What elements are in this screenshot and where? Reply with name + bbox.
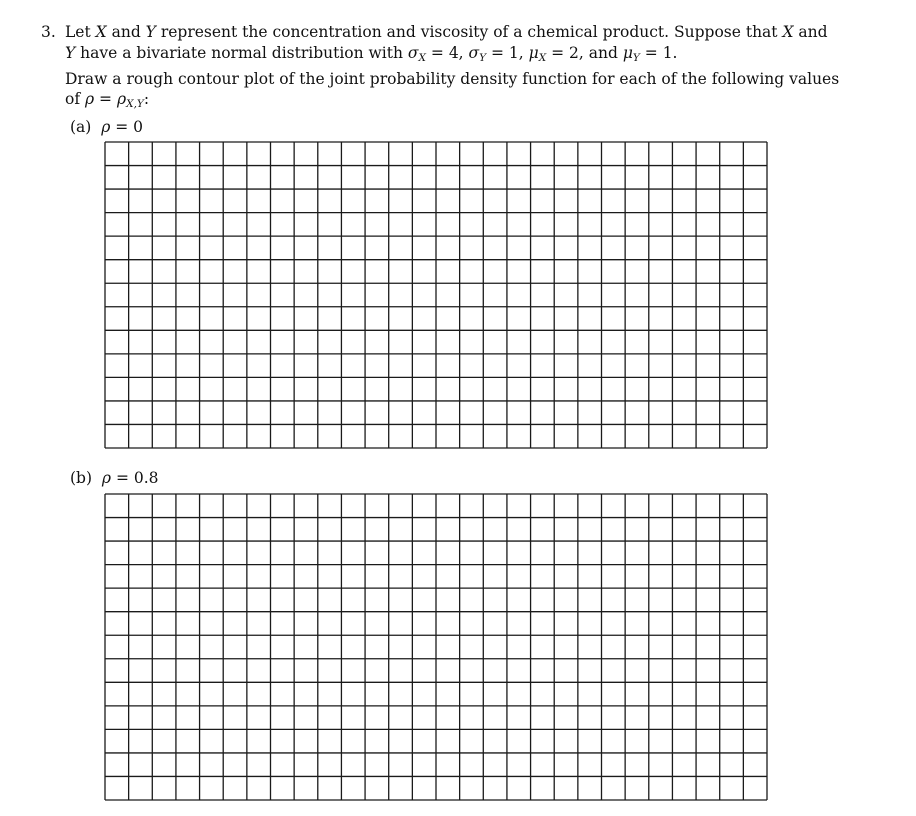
problem-line-2: [65, 43, 678, 63]
text: have a bivariate normal distribution with: [75, 44, 408, 62]
var-y: Y: [65, 44, 76, 62]
var-y: Y: [145, 23, 156, 41]
text: =: [94, 90, 117, 108]
rho: ρ: [85, 90, 95, 108]
problem-line-4: [65, 89, 149, 109]
text: Let: [65, 23, 96, 41]
text: and: [106, 23, 146, 41]
subscript: X: [418, 52, 426, 64]
grid-a-svg[interactable]: [104, 141, 768, 449]
part-label: (b): [70, 469, 93, 487]
mu-y: μ: [622, 44, 633, 62]
var-x: X: [782, 23, 794, 41]
subscript: X: [538, 52, 547, 64]
rho: ρ: [101, 469, 112, 487]
grid-b-svg[interactable]: [104, 493, 768, 801]
part-a-label: [70, 117, 143, 137]
grid-b[interactable]: [104, 493, 768, 801]
sigma-y: σ: [468, 44, 480, 62]
condition: = 0.8: [111, 469, 159, 487]
subscript: Y: [479, 52, 487, 64]
rho: ρ: [116, 90, 127, 108]
text: represent the concentration and viscosity of a chemical product. Suppose that: [155, 23, 783, 41]
part-b-label: [70, 468, 159, 488]
value: = 2, and: [546, 44, 623, 62]
subscript: X,Y: [126, 98, 144, 110]
problem-number: 3.: [41, 23, 56, 41]
text: :: [143, 90, 150, 108]
part-label: (a): [70, 118, 92, 136]
rho: ρ: [101, 118, 111, 136]
value: = 1,: [486, 44, 529, 62]
problem-line-1: [41, 22, 828, 42]
problem-line-3: Draw a rough contour plot of the joint probability density function for each of the following values: [65, 70, 840, 88]
subscript: Y: [632, 52, 640, 64]
grid-a[interactable]: [104, 141, 768, 449]
text: and: [793, 23, 828, 41]
text: of: [65, 90, 85, 108]
value: = 4,: [425, 44, 469, 62]
value: = 1.: [639, 44, 678, 62]
mu-x: μ: [528, 44, 539, 62]
condition: = 0: [110, 118, 144, 136]
var-x: X: [95, 23, 107, 41]
sigma-x: σ: [407, 44, 419, 62]
